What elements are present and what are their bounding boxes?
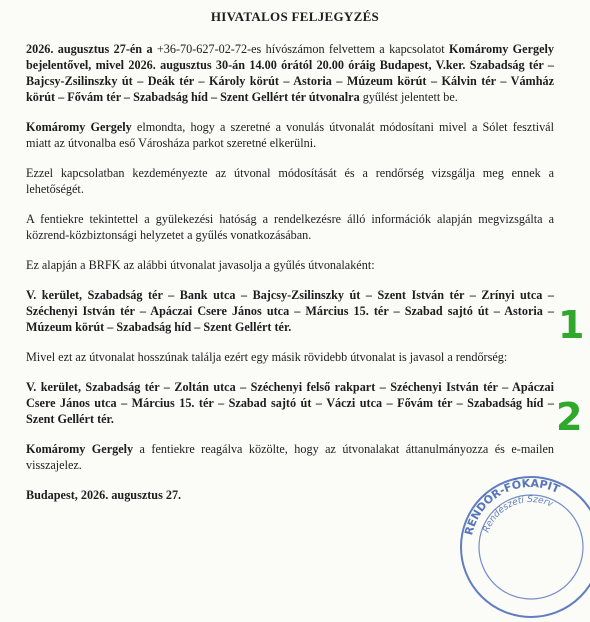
responder-name: Komáromy Gergely [26,442,134,456]
phone-number: +36-70-627-02-72-es [152,42,266,56]
paragraph-alternative: Mivel ezt az útvonalat hosszúnak találja ezért egy másik rövidebb útvonalat is javasol a rendőrség: [26,350,508,364]
report-tail: gyűlést jelentett be. [359,90,458,104]
response-text: a fentiekre reagálva közölte, hogy az útvonalakat áttanulmányozza és e-mailen visszajelez. [26,442,554,472]
svg-text:Rendészeti Szerv: Rendészeti Szerv [481,494,555,535]
handwritten-number-2: 2 [556,395,583,439]
route-option-1 [26,287,554,335]
svg-text:RENDŐR-FŐKAPIT: RENDŐR-FŐKAPIT [462,476,562,537]
document-title: HIVATALOS FELJEGYZÉS [210,9,380,24]
signoff-date: Budapest, 2026. augusztus 27. [26,488,182,502]
request-text: elmondta, hogy a szeretné a vonulás útvonalát módosítani mivel a Sólet fesztivál miatt az útvonalba eső Városháza parkot szeretné elkerülni. [26,120,554,150]
paragraph-proposal: Ez alapján a BRFK az alábbi útvonalat javasolja a gyűlés útvonalaként: [26,258,375,272]
police-seal-stamp [456,472,590,622]
report-details: Komáromy Gergely bejelentővel, mivel 2026. augusztus 30-án 14.00 órától 20.00 óráig Budapest, V.ker. Szabadság tér – Bajcsy-Zsilinszky út – Deák tér – Károly körút – Astoria – Múzeum körút – Kálvin tér – Vámház körút – Fővám tér – Szabadság híd – Szent Gellért tér útvonalra [26,42,554,104]
paragraph-request [26,119,554,151]
route-1-text: V. kerület, Szabadság tér – Bank utca – Bajcsy-Zsilinszky út – Szent István tér – Zrínyi utca – Széchenyi István tér – Apáczai Csere János utca – Március 15. tér – Szabad sajtó út – Astoria – Múzeum körút – Szabadság híd – Szent Gellért tér. [26,288,554,334]
paragraph-response [26,441,554,473]
report-text: hívószámon felvettem a kapcsolatot [265,42,445,56]
route-option-2 [26,379,554,427]
requester-name: Komáromy Gergely [26,120,132,134]
document-body [26,9,554,487]
paragraph-initiative: Ezzel kapcsolatban kezdeményezte az útvonal módosítását és a rendőrség vizsgálja meg ennek a lehetőségét. [26,166,554,196]
route-2-text: V. kerület, Szabadság tér – Zoltán utca – Széchenyi felső rakpart – Széchenyi István tér – Apáczai Csere János utca – Március 15. tér – Szabad sajtó út – Váczi utca – Fővám tér – Szabadság híd – Szent Gellért tér. [26,380,554,426]
report-date: 2026. augusztus 27-én a [26,42,153,56]
paragraph-report [26,41,554,105]
handwritten-number-1: 1 [558,303,585,347]
paragraph-authority: A fentiekre tekintettel a gyülekezési hatóság a rendelkezésre álló információk alapján megvizsgálta a közrend-közbiztonsági helyzetet a gyűlés vonatkozásában. [26,212,554,242]
